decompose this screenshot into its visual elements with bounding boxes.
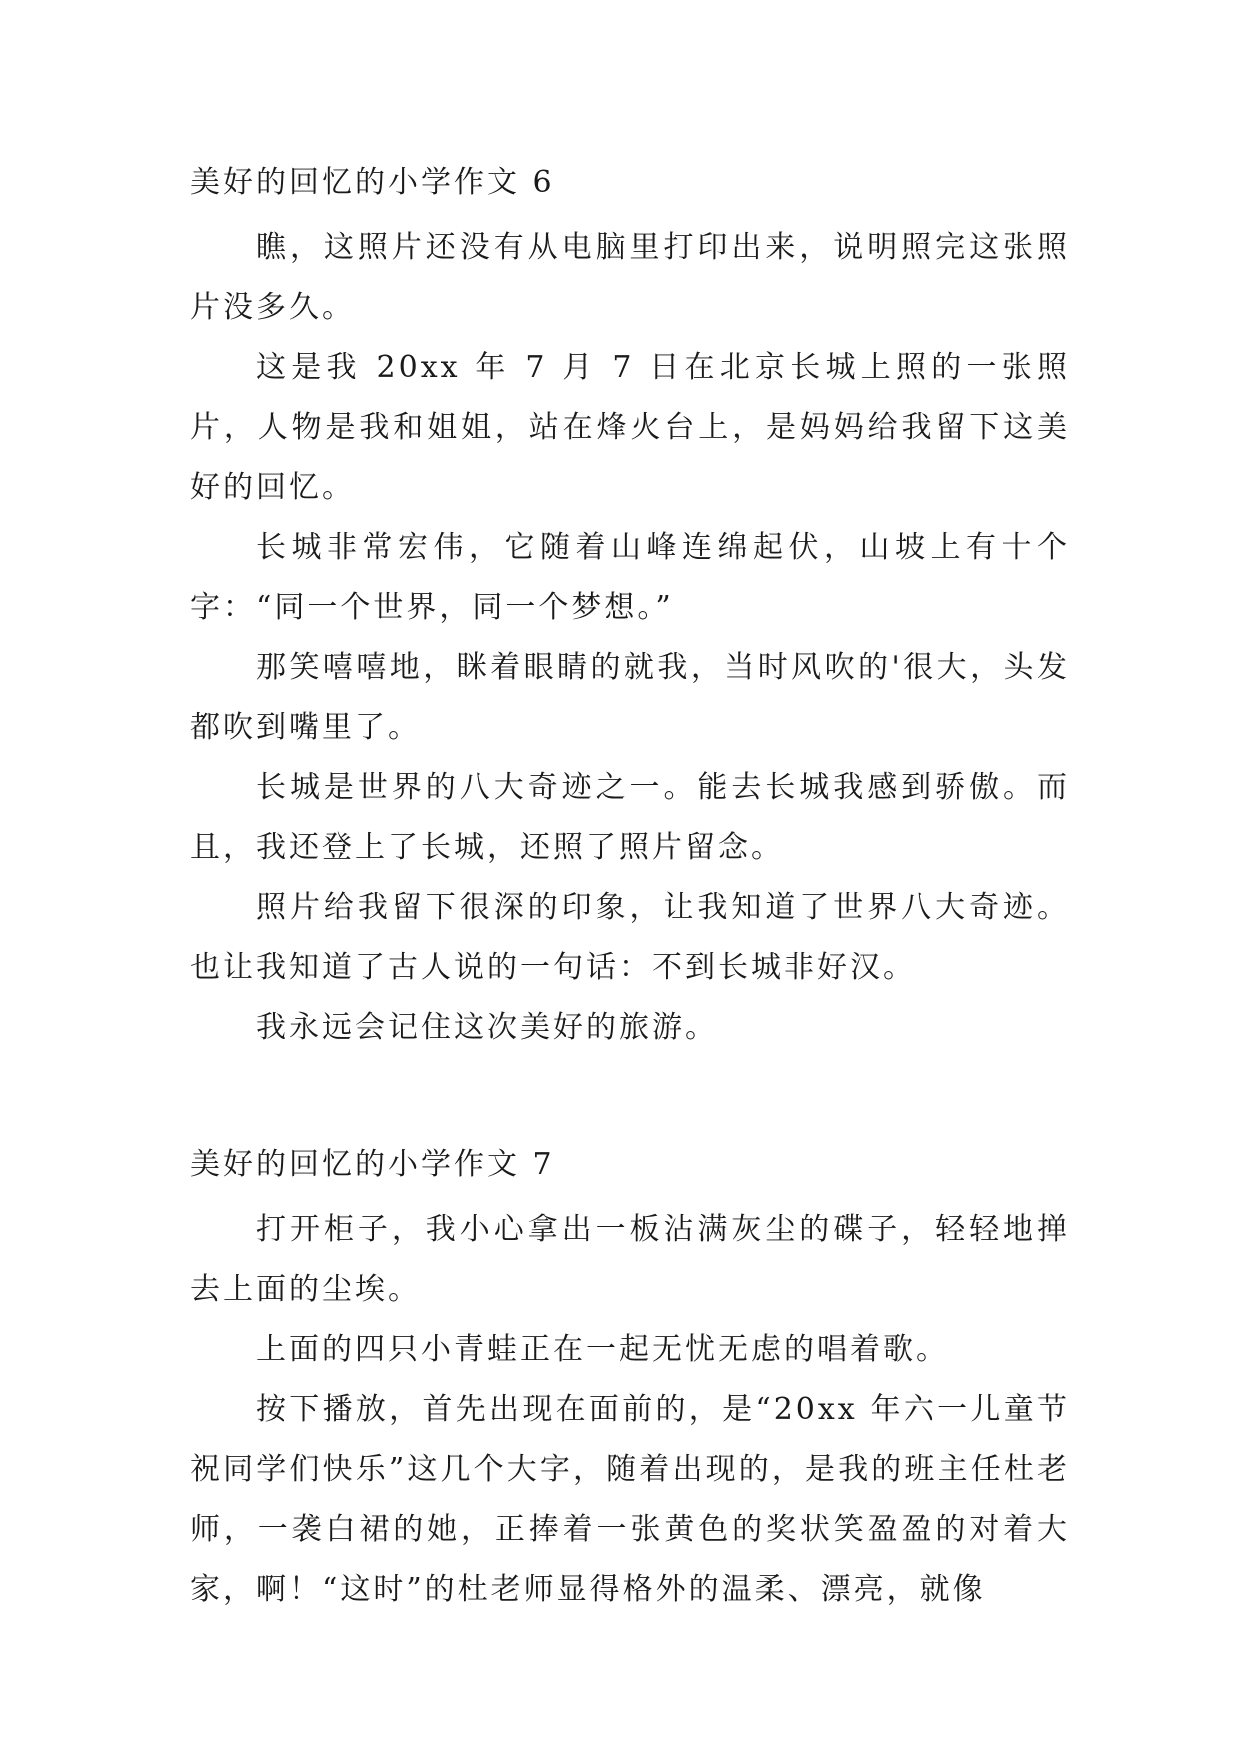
essay-section-7 xyxy=(190,1142,1070,1620)
document-body xyxy=(190,160,1070,1620)
paragraph: 瞧，这照片还没有从电脑里打印出来，说明照完这张照片没多久。 xyxy=(190,230,1070,325)
paragraph: 打开柜子，我小心拿出一板沾满灰尘的碟子，轻轻地掸去上面的尘埃。 xyxy=(190,1212,1070,1307)
paragraph: 按下播放，首先出现在面前的，是“20xx 年六一儿童节祝同学们快乐”这几个大字，随着出现的，是我的班主任杜老师，一袭白裙的她，正捧着一张黄色的奖状笑盈盈的对着大家，啊！“这时”的杜老师显得格外的温柔、漂亮，就像 xyxy=(190,1392,1070,1607)
paragraph: 长城是世界的八大奇迹之一。能去长城我感到骄傲。而且，我还登上了长城，还照了照片留念。 xyxy=(190,770,1070,865)
paragraph: 上面的四只小青蛙正在一起无忧无虑的唱着歌。 xyxy=(256,1332,949,1367)
paragraph: 那笑嘻嘻地，眯着眼睛的就我，当时风吹的'很大，头发都吹到嘴里了。 xyxy=(190,650,1070,745)
essay-section-6 xyxy=(190,160,1070,1058)
section-title: 美好的回忆的小学作文 7 xyxy=(190,1147,555,1182)
section-spacer xyxy=(190,1058,1070,1142)
paragraph: 照片给我留下很深的印象，让我知道了世界八大奇迹。也让我知道了古人说的一句话：不到长城非好汉。 xyxy=(190,890,1070,985)
section-title: 美好的回忆的小学作文 6 xyxy=(190,165,555,200)
paragraph: 长城非常宏伟，它随着山峰连绵起伏，山坡上有十个字：“同一个世界，同一个梦想。” xyxy=(190,530,1070,625)
paragraph: 我永远会记住这次美好的旅游。 xyxy=(256,1010,718,1045)
paragraph: 这是我 20xx 年 7 月 7 日在北京长城上照的一张照片，人物是我和姐姐，站在烽火台上，是妈妈给我留下这美好的回忆。 xyxy=(190,350,1070,505)
